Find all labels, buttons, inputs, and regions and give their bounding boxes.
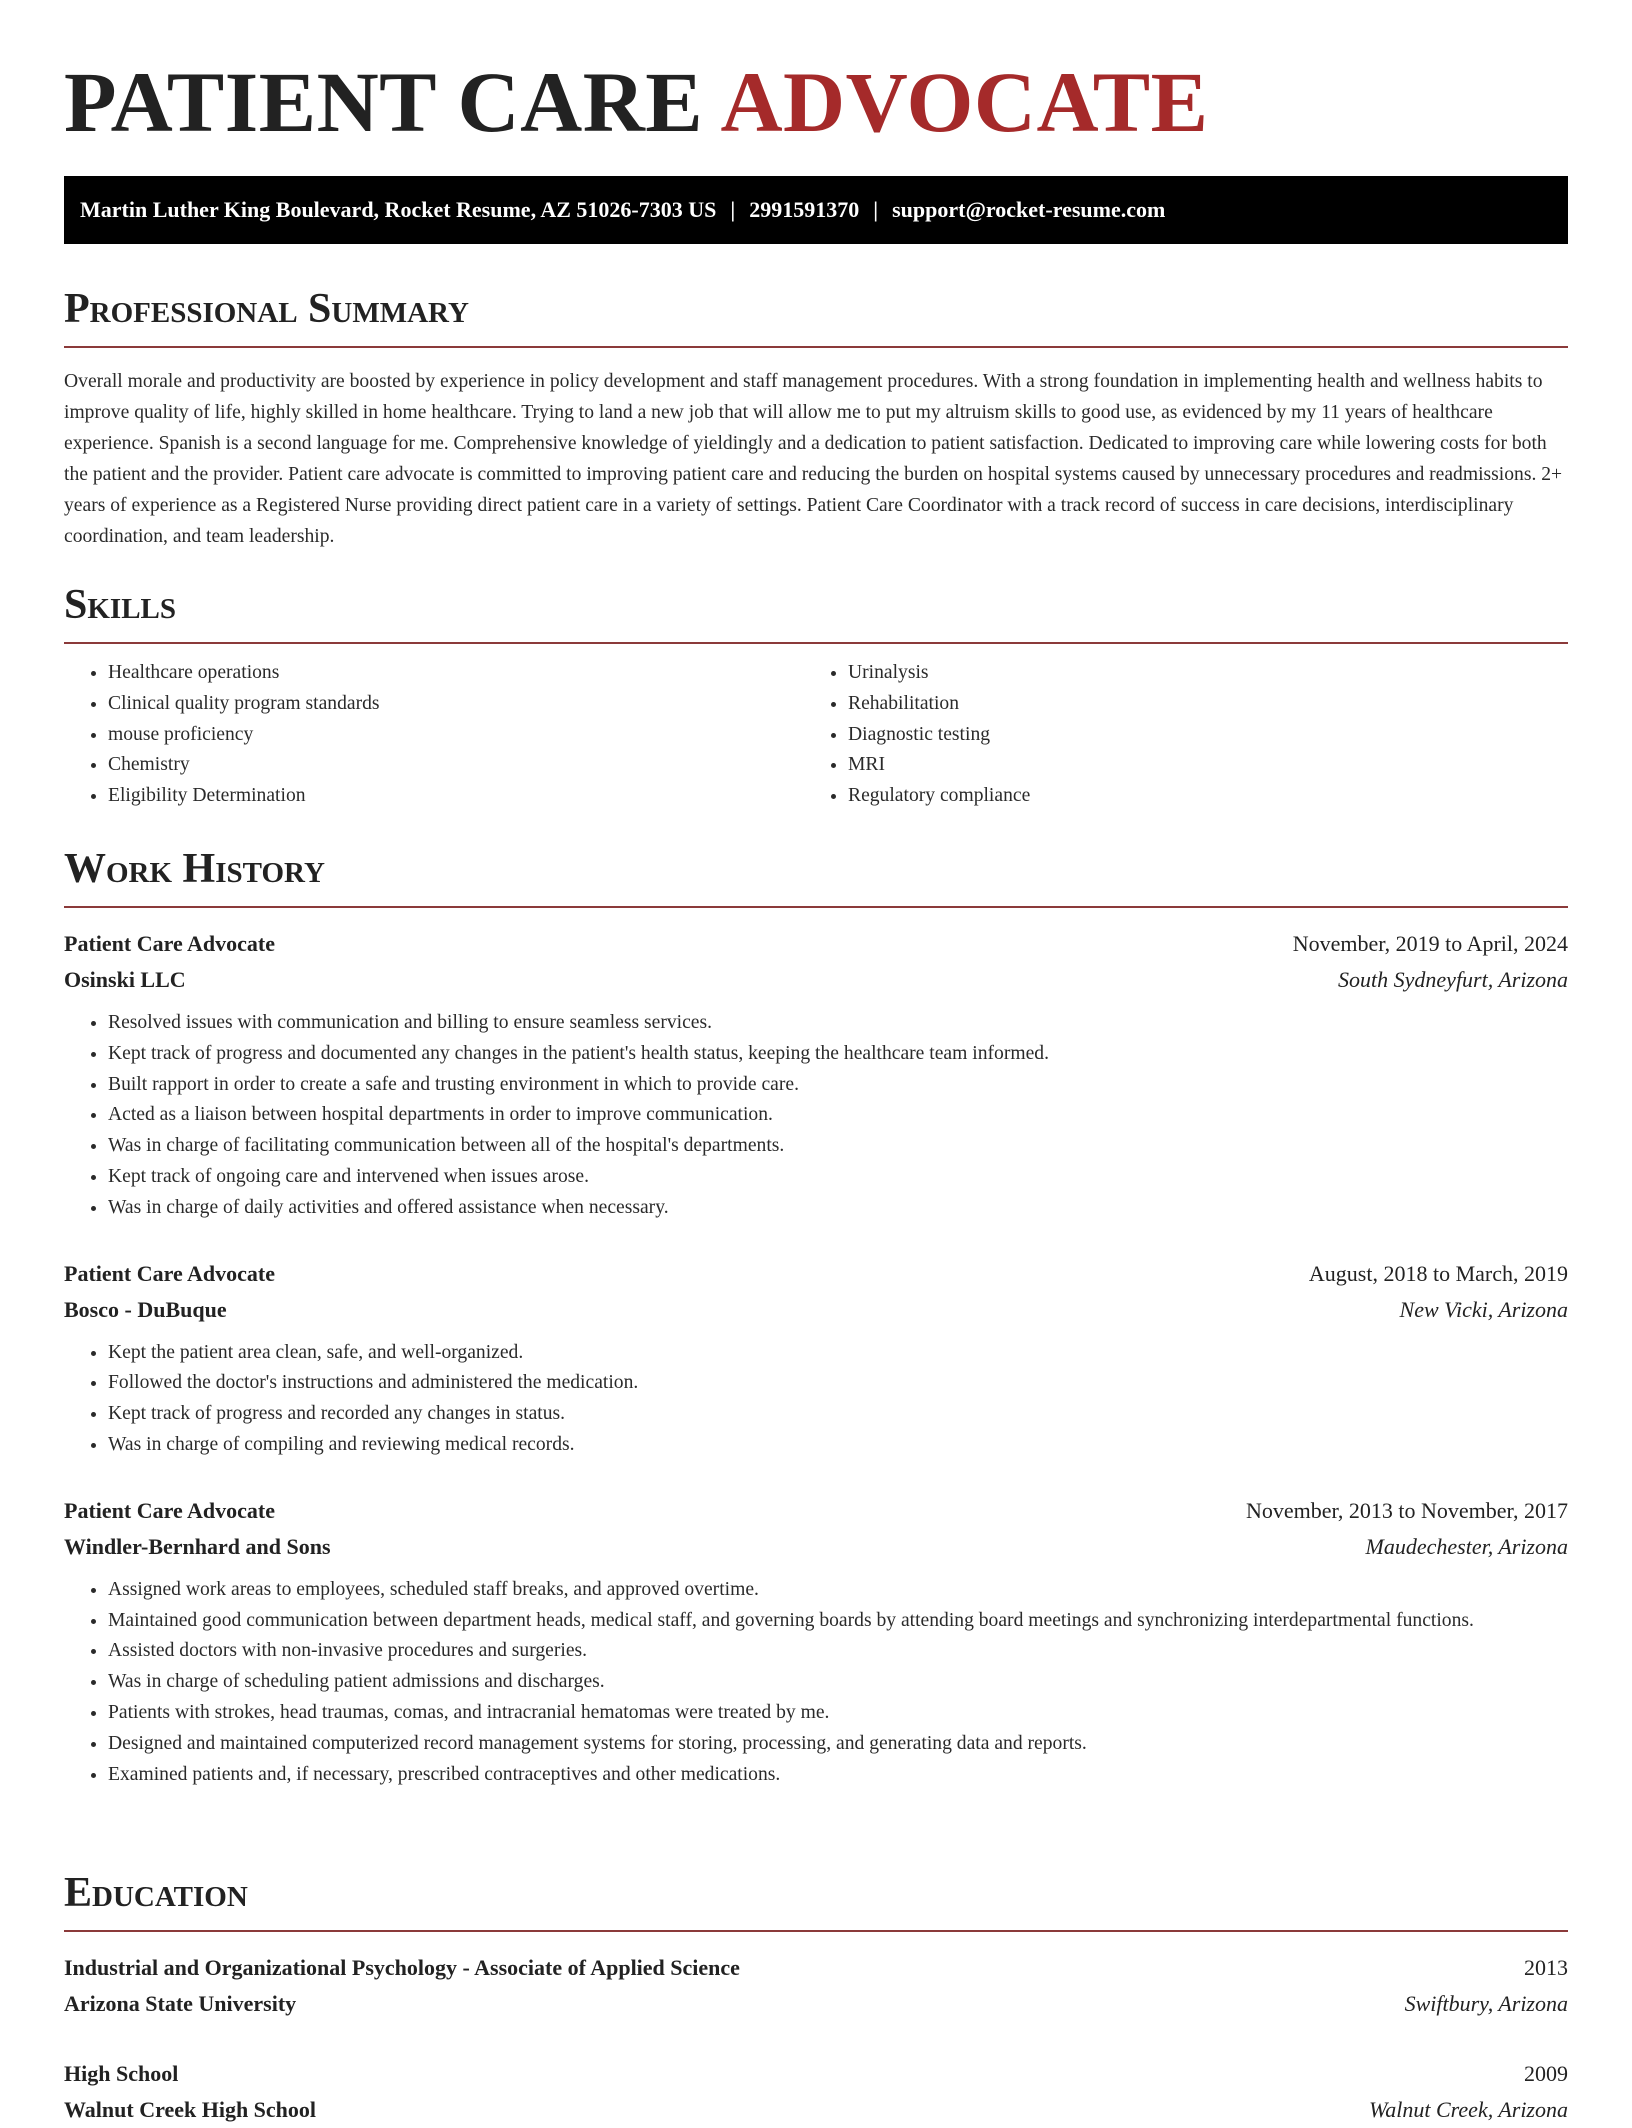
job-location: South Sydneyfurt, Arizona bbox=[1338, 967, 1568, 992]
title-accent: ADVOCATE bbox=[720, 54, 1209, 150]
job-company-row bbox=[64, 1529, 1568, 1565]
resume-page bbox=[64, 0, 1568, 2122]
education-location: Walnut Creek, Arizona bbox=[1368, 2097, 1568, 2122]
job-dates: November, 2013 to November, 2017 bbox=[1245, 1497, 1568, 1523]
job-header-row bbox=[64, 926, 1568, 962]
job-entry bbox=[64, 1493, 1568, 1791]
summary-text: Overall morale and productivity are boosted by experience in policy development and staff management procedures. With a strong foundation in implementing health and wellness habits to improve quality of life, highly skilled in home healthcare. Trying to land a new job that will allow me to put my altruism skills to good use, as evidenced by my 11 years of healthcare experience. Spanish is a second language for me. Comprehensive knowledge of yieldingly and a dedication to patient satisfaction. Dedicated to improving care while lowering costs for both the patient and the provider. Patient care advocate is committed to improving patient care and reducing the burden on hospital systems caused by unnecessary procedures and readmissions. 2+ years of experience as a Registered Nurse providing direct patient care in a variety of settings. Patient Care Coordinator with a track record of success in care decisions, interdisciplinary coordination, and team leadership. bbox=[64, 371, 1563, 547]
contact-email[interactable]: support@rocket-resume.com bbox=[892, 197, 1166, 222]
job-company: Osinski LLC bbox=[64, 967, 186, 992]
skill-item: • mouse proficiency bbox=[108, 720, 804, 751]
job-bullet: • Kept the patient area clean, safe, and well-organized. bbox=[108, 1338, 1568, 1369]
education-school-row bbox=[64, 2092, 1568, 2128]
job-entry bbox=[64, 1256, 1568, 1461]
education-degree: High School bbox=[64, 2061, 179, 2086]
contact-phone: 2991591370 bbox=[749, 197, 860, 222]
contact-separator: | bbox=[873, 197, 879, 222]
skill-item: • Healthcare operations bbox=[108, 658, 804, 689]
job-title: Patient Care Advocate bbox=[64, 1497, 275, 1523]
contact-address: Martin Luther King Boulevard, Rocket Resume, AZ 51026-7303 US bbox=[80, 197, 717, 222]
job-location: New Vicki, Arizona bbox=[1399, 1296, 1568, 1322]
education-location: Swiftbury, Arizona bbox=[1404, 1991, 1568, 2016]
job-dates: August, 2018 to March, 2019 bbox=[1308, 1260, 1568, 1286]
skills-columns bbox=[64, 644, 1568, 812]
job-bullet: • Designed and maintained computerized record management systems for storing, processing, and generating data and reports. bbox=[108, 1729, 1568, 1760]
job-bullet: • Built rapport in order to create a safe and trusting environment in which to provide care. bbox=[108, 1070, 1568, 1101]
job-bullet: • Assigned work areas to employees, scheduled staff breaks, and approved overtime. bbox=[108, 1575, 1568, 1606]
skill-item: • Clinical quality program standards bbox=[108, 689, 804, 720]
education-school: Walnut Creek High School bbox=[64, 2097, 317, 2122]
education-year: 2013 bbox=[1524, 1955, 1568, 1980]
education-year: 2009 bbox=[1524, 2061, 1568, 2086]
skills-list-left bbox=[64, 658, 804, 812]
resume-title bbox=[64, 0, 1568, 176]
job-bullet: • Followed the doctor's instructions and administered the medication. bbox=[108, 1368, 1568, 1399]
job-bullet: • Kept track of progress and recorded any changes in status. bbox=[108, 1399, 1568, 1430]
skills-section bbox=[64, 580, 1568, 812]
job-company: Windler-Bernhard and Sons bbox=[64, 1533, 331, 1559]
title-main: PATIENT CARE bbox=[64, 54, 704, 150]
job-company-row bbox=[64, 1292, 1568, 1328]
job-bullet: • Acted as a liaison between hospital departments in order to improve communication. bbox=[108, 1100, 1568, 1131]
skill-item: • Urinalysis bbox=[848, 658, 1544, 689]
job-bullet: • Kept track of ongoing care and intervened when issues arose. bbox=[108, 1162, 1568, 1193]
job-location: Maudechester, Arizona bbox=[1365, 1533, 1568, 1559]
job-bullet: • Was in charge of facilitating communication between all of the hospital's departments. bbox=[108, 1131, 1568, 1162]
job-bullet: • Patients with strokes, head traumas, comas, and intracranial hematomas were treated by me. bbox=[108, 1698, 1568, 1729]
education-heading: Education bbox=[64, 1868, 1568, 1932]
education-school: Arizona State University bbox=[64, 1991, 297, 2016]
education-entry bbox=[64, 2056, 1568, 2128]
skill-item: • Eligibility Determination bbox=[108, 781, 804, 812]
summary-section bbox=[64, 284, 1568, 552]
contact-separator: | bbox=[730, 197, 736, 222]
job-bullets bbox=[64, 1338, 1568, 1461]
job-header-row bbox=[64, 1256, 1568, 1292]
skill-item: • Chemistry bbox=[108, 750, 804, 781]
job-bullet: • Assisted doctors with non-invasive procedures and surgeries. bbox=[108, 1636, 1568, 1667]
job-bullet: • Examined patients and, if necessary, prescribed contraceptives and other medications. bbox=[108, 1760, 1568, 1791]
job-bullet: • Was in charge of daily activities and offered assistance when necessary. bbox=[108, 1193, 1568, 1224]
job-bullets bbox=[64, 1008, 1568, 1224]
work-heading: Work History bbox=[64, 844, 1568, 908]
job-bullets bbox=[64, 1575, 1568, 1791]
education-header-row bbox=[64, 1950, 1568, 1986]
job-bullet: • Kept track of progress and documented any changes in the patient's health status, keeping the healthcare team informed. bbox=[108, 1039, 1568, 1070]
job-dates: November, 2019 to April, 2024 bbox=[1292, 931, 1568, 956]
skill-item: • Rehabilitation bbox=[848, 689, 1544, 720]
education-degree: Industrial and Organizational Psychology - Associate of Applied Science bbox=[64, 1955, 740, 1980]
skills-list-right bbox=[804, 658, 1544, 812]
job-bullet: • Was in charge of compiling and reviewing medical records. bbox=[108, 1430, 1568, 1461]
job-bullet: • Maintained good communication between department heads, medical staff, and governing boards by attending board meetings and synchronizing interdepartmental functions. bbox=[108, 1606, 1568, 1637]
skill-item: • MRI bbox=[848, 750, 1544, 781]
job-header-row bbox=[64, 1493, 1568, 1529]
contact-bar bbox=[64, 176, 1568, 244]
skill-item: • Regulatory compliance bbox=[848, 781, 1544, 812]
summary-heading: Professional Summary bbox=[64, 284, 1568, 348]
education-section bbox=[64, 1868, 1568, 2128]
job-title: Patient Care Advocate bbox=[64, 931, 275, 956]
job-entry bbox=[64, 926, 1568, 1224]
job-bullet: • Was in charge of scheduling patient admissions and discharges. bbox=[108, 1667, 1568, 1698]
skill-item: • Diagnostic testing bbox=[848, 720, 1544, 751]
job-company: Bosco - DuBuque bbox=[64, 1296, 227, 1322]
job-company-row bbox=[64, 962, 1568, 998]
skills-heading: Skills bbox=[64, 580, 1568, 644]
education-entry bbox=[64, 1950, 1568, 2022]
education-header-row bbox=[64, 2056, 1568, 2092]
education-school-row bbox=[64, 1986, 1568, 2022]
job-bullet: • Resolved issues with communication and billing to ensure seamless services. bbox=[108, 1008, 1568, 1039]
work-section bbox=[64, 844, 1568, 1790]
job-title: Patient Care Advocate bbox=[64, 1260, 275, 1286]
